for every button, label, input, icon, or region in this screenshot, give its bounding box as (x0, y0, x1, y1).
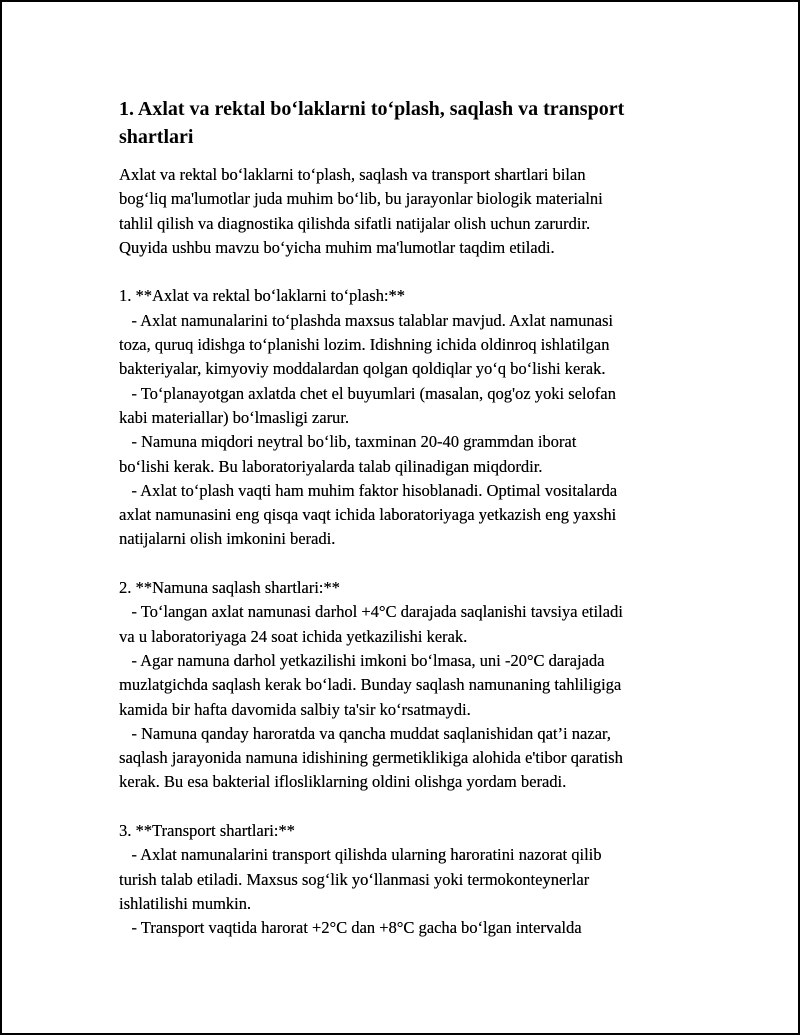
section-heading: 1. Axlat va rektal bo‘laklarni to‘plash, saqlash va transport shartlari (119, 98, 625, 148)
body-text: Axlat va rektal bo‘laklarni to‘plash, saqlash va transport shartlari bilan bog‘liq ma'lumotlar juda muhim bo‘lib, bu jarayonlar biologik materialni tahlil qilish va diagnostika qilishda sifatli natijalar olish uchun zarurdir. Quyida ushbu mavzu bo‘yicha muhim ma'lumotlar taqdim etiladi. 1. **Axlat va rektal bo‘laklarni to‘plash:** - Axlat namunalarini to‘plashda maxsus talablar mavjud. Axlat namunasi toza, quruq idishga to‘planishi lozim. Idishning ichida oldinroq ishlatilgan bakteriyalar, kimyoviy moddalardan qolgan qoldiqlar yo‘q bo‘lishi kerak. - To‘planayotgan axlatda chet el buyumlari (masalan, qog'oz yoki selofan kabi materiallar) bo‘lmasligi zarur. - Namuna miqdori neytral bo‘lib, taxminan 20-40 grammdan iborat bo‘lishi kerak. Bu laboratoriyalarda talab qilinadigan miqdordir. - Axlat to‘plash vaqti ham muhim faktor hisoblanadi. Optimal vositalarda axlat namunasini eng qisqa vaqt ichida laboratoriyaga yetkazish eng yaxshi natijalarni olish imkonini beradi. 2. **Namuna saqlash shartlari:** - To‘langan axlat namunasi darhol +4°C darajada saqlanishi tavsiya etiladi va u laboratoriyaga 24 soat ichida yetkazilishi kerak. - Agar namuna darhol yetkazilishi imkoni bo‘lmasa, uni -20°C darajada muzlatgichda saqlash kerak bo‘ladi. Bunday saqlash namunaning tahliligiga kamida bir hafta davomida salbiy ta'sir ko‘rsatmaydi. - Namuna qanday haroratda va qancha muddat saqlanishidan qat’i nazar, saqlash jarayonida namuna idishining germetiklikiga alohida e'tibor qaratish kerak. Bu esa bakterial iflosliklarning oldini olishga yordam beradi. 3. **Transport shartlari:** - Axlat namunalarini transport qilishda ularning haroratini nazorat qilib turish talab etiladi. Maxsus sog‘lik yo‘llanmasi yoki termokonteynerlar ishlatilishi mumkin. - Transport vaqtida harorat +2°C dan +8°C gacha bo‘lgan intervalda (119, 165, 623, 938)
document-content (119, 95, 689, 941)
